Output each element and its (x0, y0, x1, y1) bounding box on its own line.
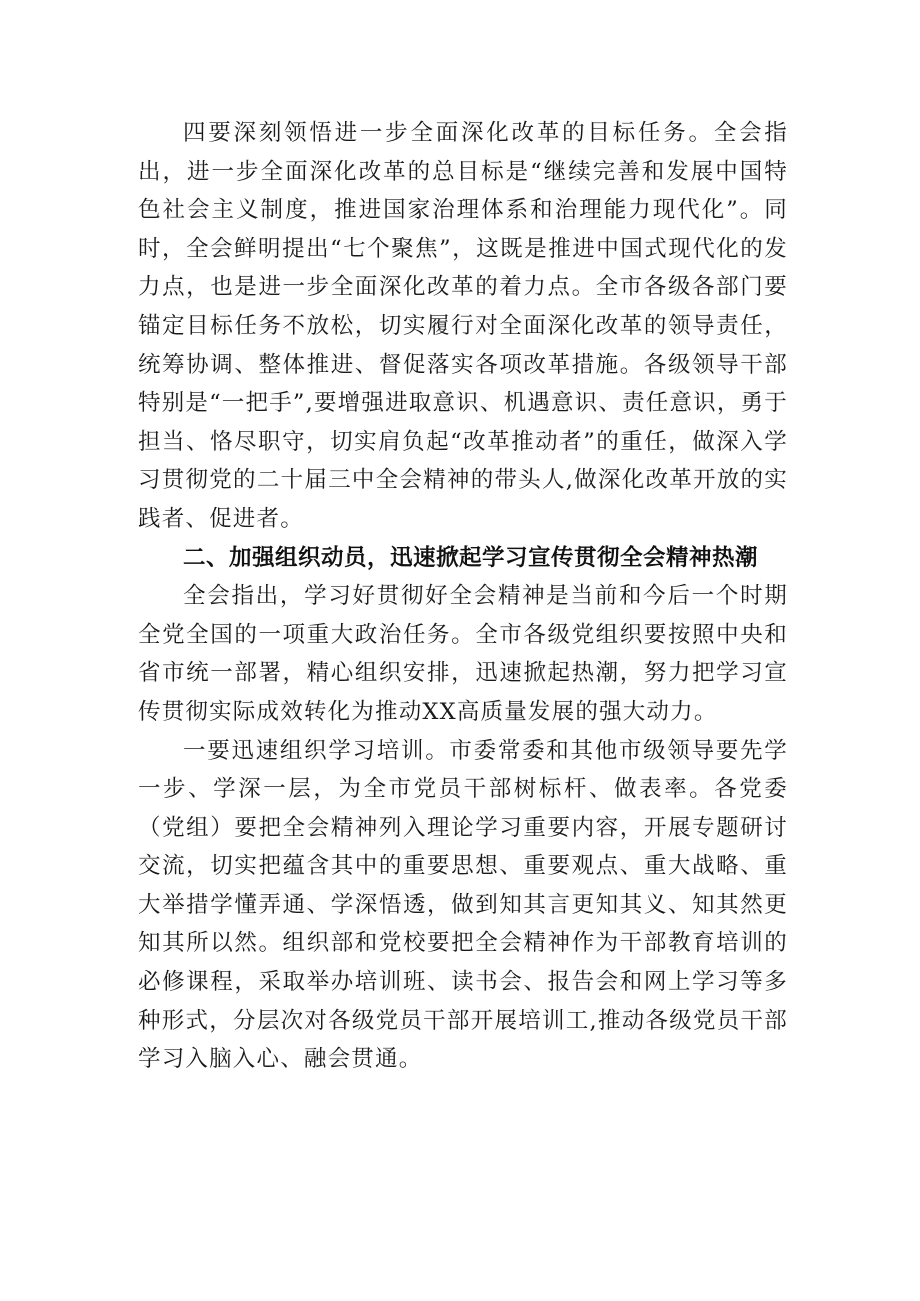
paragraph-goal-tasks: 四要深刻领悟进一步全面深化改革的目标任务。全会指出，进一步全面深化改革的总目标是“继续完善和发展中国特色社会主义制度，推进国家治理体系和治理能力现代化”。同时，全会鲜明提出“七个聚焦”，这既是推进中国式现代化的发力点，也是进一步全面深化改革的着力点。全市各级各部门要锚定目标任务不放松，切实履行对全面深化改革的领导责任，统筹协调、整体推进、督促落实各项改革措施。各级领导干部特别是“一把手”,要增强进取意识、机遇意识、责任意识，勇于担当、恪尽职守，切实肩负起“改革推动者”的重任，做深入学习贯彻党的二十届三中全会精神的带头人,做深化改革开放的实践者、促进者。 (138, 120, 788, 532)
section-heading-2: 二、加强组织动员，迅速掀起学习宣传贯彻全会精神热潮 (183, 544, 759, 571)
paragraph-study-training: 一要迅速组织学习培训。市委常委和其他市级领导要先学一步、学深一层，为全市党员干部树标杆、做表率。各党委（党组）要把全会精神列入理论学习重要内容，开展专题研讨交流，切实把蕴含其中的重要思想、重要观点、重大战略、重大举措学懂弄通、学深悟透，做到知其言更知其义、知其然更知其所以然。组织部和党校要把全会精神作为干部教育培训的必修课程，采取举办培训班、读书会、报告会和网上学习等多种形式，分层次对各级党员干部开展培训工,推动各级党员干部学习入脑入心、融会贯通。 (138, 737, 788, 1073)
paragraph-political-task: 全会指出，学习好贯彻好全会精神是当前和今后一个时期全党全国的一项重大政治任务。全市各级党组织要按照中央和省市统一部署，精心组织安排，迅速掀起热潮，努力把学习宣传贯彻实际成效转化为推动XX高质量发展的强大动力。 (138, 583, 788, 725)
document-body (138, 114, 788, 1079)
